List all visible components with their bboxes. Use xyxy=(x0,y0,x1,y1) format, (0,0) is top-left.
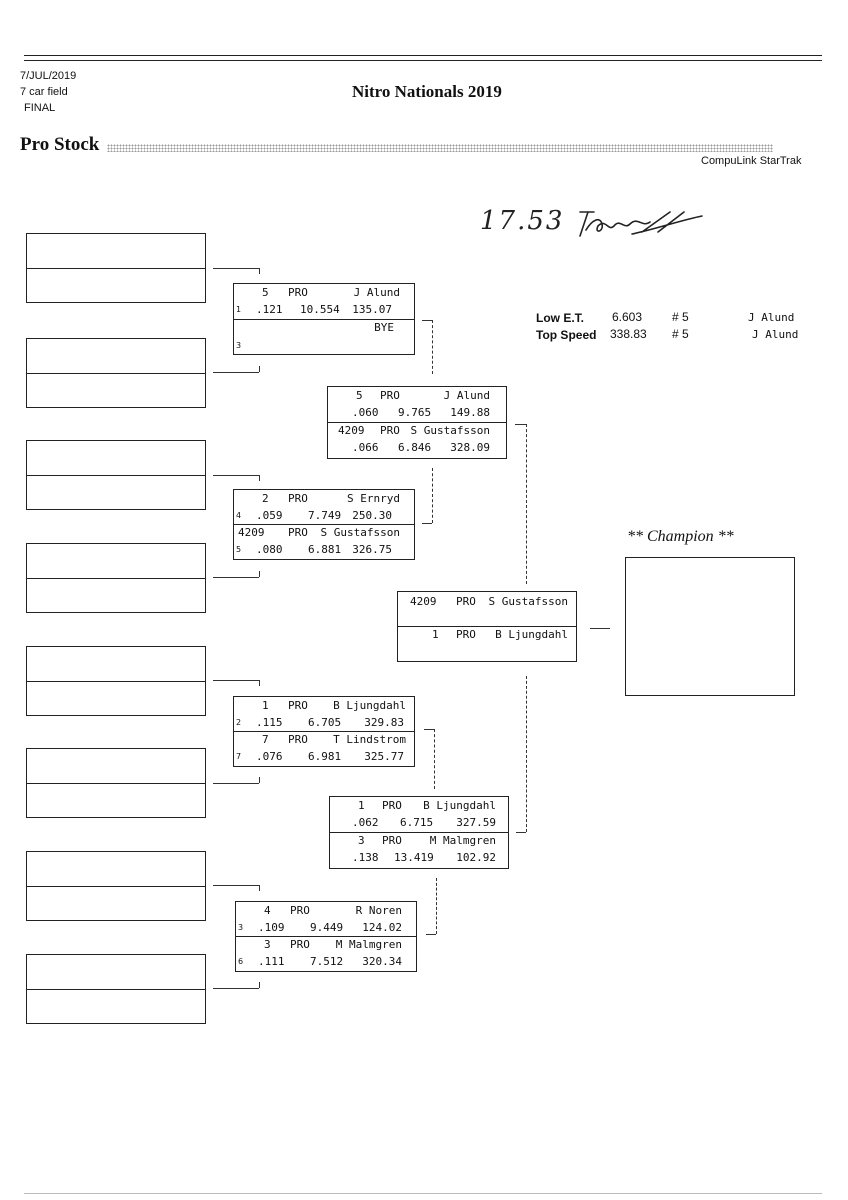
connector-line xyxy=(213,372,259,373)
connector-line xyxy=(213,988,259,989)
car-number: 4 xyxy=(264,904,271,917)
lane-number: 2 xyxy=(236,718,242,727)
elapsed-time: 7.749 xyxy=(308,509,342,522)
car-class: PRO xyxy=(380,424,400,437)
top-speed-value: 338.83 xyxy=(610,327,647,341)
driver-name: T Lindstrom xyxy=(333,733,406,746)
speed: 124.02 xyxy=(362,921,402,934)
driver-name: B Ljungdahl xyxy=(333,699,406,712)
car-number: 5 xyxy=(356,389,363,402)
software-label: CompuLink StarTrak xyxy=(701,155,802,167)
connector-line xyxy=(259,571,260,577)
speed: 135.07 xyxy=(352,303,392,316)
elapsed-time: 10.554 xyxy=(300,303,340,316)
connector-line xyxy=(526,424,527,584)
field-size: 7 car field xyxy=(20,86,68,98)
connector-line xyxy=(213,475,259,476)
car-class: PRO xyxy=(288,526,308,539)
driver-name: S Ernryd xyxy=(347,492,400,505)
driver-name: B Ljungdahl xyxy=(495,628,568,641)
reaction-time: .121 xyxy=(256,303,283,316)
connector-line xyxy=(516,832,526,833)
round1-match-4 xyxy=(235,901,417,972)
car-number: 1 xyxy=(358,799,365,812)
driver-name: R Noren xyxy=(355,904,402,917)
speed: 320.34 xyxy=(362,955,402,968)
round-label: FINAL xyxy=(24,102,56,114)
connector-line xyxy=(259,475,260,481)
elapsed-time: 13.419 xyxy=(394,851,434,864)
connector-line xyxy=(590,628,610,629)
header-info xyxy=(20,68,76,116)
elapsed-time: 9.449 xyxy=(310,921,344,934)
connector-line xyxy=(259,366,260,372)
event-title: Nitro Nationals 2019 xyxy=(352,82,502,101)
car-number: 4209 xyxy=(410,595,437,608)
driver-name: J Alund xyxy=(443,389,490,402)
driver-name: B Ljungdahl xyxy=(423,799,496,812)
speed: 325.77 xyxy=(364,750,404,763)
car-number: 1 xyxy=(432,628,439,641)
lane-number: 6 xyxy=(238,957,244,966)
car-class: PRO xyxy=(288,699,308,712)
car-number: 3 xyxy=(264,938,271,951)
lane-number: 1 xyxy=(236,305,242,314)
connector-line xyxy=(213,885,259,886)
speed: 327.59 xyxy=(456,816,496,829)
header-rule-top xyxy=(24,55,822,56)
footer-rule xyxy=(24,1193,822,1194)
connector-line xyxy=(259,885,260,891)
entry-box xyxy=(26,543,206,613)
entry-box xyxy=(26,440,206,510)
elapsed-time: 6.981 xyxy=(308,750,342,763)
entry-box xyxy=(26,954,206,1024)
reaction-time: .111 xyxy=(258,955,285,968)
low-et-label: Low E.T. xyxy=(536,311,584,325)
connector-line xyxy=(213,268,259,269)
connector-line xyxy=(434,729,435,789)
reaction-time: .115 xyxy=(256,716,283,729)
connector-line xyxy=(259,268,260,274)
elapsed-time: 6.881 xyxy=(308,543,342,556)
driver-name: M Malmgren xyxy=(429,834,496,847)
car-class: PRO xyxy=(456,595,476,608)
round2-match-2 xyxy=(329,796,509,869)
connector-line xyxy=(259,982,260,988)
reaction-time: .138 xyxy=(352,851,379,864)
connector-line xyxy=(432,320,433,374)
connector-line xyxy=(213,680,259,681)
car-class: PRO xyxy=(456,628,476,641)
car-class: PRO xyxy=(382,834,402,847)
round1-match-3 xyxy=(233,696,415,767)
elapsed-time: 6.715 xyxy=(400,816,434,829)
connector-line xyxy=(432,468,433,523)
entry-box xyxy=(26,851,206,921)
car-class: PRO xyxy=(380,389,400,402)
connector-line xyxy=(259,680,260,686)
entry-box xyxy=(26,233,206,303)
connector-line xyxy=(213,783,259,784)
connector-line xyxy=(515,424,526,425)
elapsed-time: 6.705 xyxy=(308,716,342,729)
car-number: 4209 xyxy=(338,424,365,437)
car-class: PRO xyxy=(288,286,308,299)
driver-name: J Alund xyxy=(353,286,400,299)
elapsed-time: 6.846 xyxy=(398,441,432,454)
lane-number: 5 xyxy=(236,545,242,554)
lane-number: 3 xyxy=(236,341,242,350)
top-speed-car: # 5 xyxy=(672,327,689,341)
champion-box xyxy=(625,557,795,696)
round2-match-1 xyxy=(327,386,507,459)
title-dot-leader xyxy=(107,144,773,152)
entry-box xyxy=(26,338,206,408)
speed: 149.88 xyxy=(450,406,490,419)
elapsed-time: 9.765 xyxy=(398,406,432,419)
connector-line xyxy=(213,577,259,578)
low-et-driver: J Alund xyxy=(748,311,795,324)
reaction-time: .076 xyxy=(256,750,283,763)
champion-label: ** Champion ** xyxy=(627,528,734,545)
reaction-time: .062 xyxy=(352,816,379,829)
final-match xyxy=(397,591,577,662)
car-class: PRO xyxy=(382,799,402,812)
lane-number: 4 xyxy=(236,511,242,520)
reaction-time: .060 xyxy=(352,406,379,419)
top-speed-driver: J Alund xyxy=(752,328,799,341)
car-number: 3 xyxy=(358,834,365,847)
car-number: 1 xyxy=(262,699,269,712)
driver-name: M Malmgren xyxy=(335,938,402,951)
speed: 102.92 xyxy=(456,851,496,864)
reaction-time: .109 xyxy=(258,921,285,934)
reaction-time: .059 xyxy=(256,509,283,522)
car-class: PRO xyxy=(290,938,310,951)
elapsed-time: 7.512 xyxy=(310,955,344,968)
class-title: Pro Stock xyxy=(20,134,100,155)
handwritten-time: 17.53 xyxy=(480,206,565,236)
car-class: PRO xyxy=(288,733,308,746)
driver-name: S Gustafsson xyxy=(410,424,490,437)
car-number: 5 xyxy=(262,286,269,299)
driver-name: S Gustafsson xyxy=(320,526,400,539)
connector-line xyxy=(259,777,260,783)
car-number: 4209 xyxy=(238,526,265,539)
event-date: 7/JUL/2019 xyxy=(20,70,77,82)
driver-name: BYE xyxy=(374,321,394,334)
driver-name: S Gustafsson xyxy=(488,595,568,608)
header-rule-bottom xyxy=(24,60,822,61)
entry-box xyxy=(26,646,206,716)
lane-number: 3 xyxy=(238,923,244,932)
low-et-value: 6.603 xyxy=(612,310,643,324)
connector-line xyxy=(422,320,432,321)
reaction-time: .080 xyxy=(256,543,283,556)
lane-number: 7 xyxy=(236,752,242,761)
round1-match-1 xyxy=(233,283,415,355)
top-speed-label: Top Speed xyxy=(536,328,597,342)
car-class: PRO xyxy=(290,904,310,917)
low-et-car: # 5 xyxy=(672,310,689,324)
reaction-time: .066 xyxy=(352,441,379,454)
connector-line xyxy=(436,878,437,934)
speed: 328.09 xyxy=(450,441,490,454)
speed: 250.30 xyxy=(352,509,392,522)
connector-line xyxy=(426,934,436,935)
car-number: 7 xyxy=(262,733,269,746)
speed: 326.75 xyxy=(352,543,392,556)
connector-line xyxy=(422,523,432,524)
round1-match-2 xyxy=(233,489,415,560)
speed: 329.83 xyxy=(364,716,404,729)
connector-line xyxy=(424,729,434,730)
car-number: 2 xyxy=(262,492,269,505)
car-class: PRO xyxy=(288,492,308,505)
entry-box xyxy=(26,748,206,818)
handwritten-signature xyxy=(572,202,712,242)
connector-line xyxy=(526,676,527,832)
